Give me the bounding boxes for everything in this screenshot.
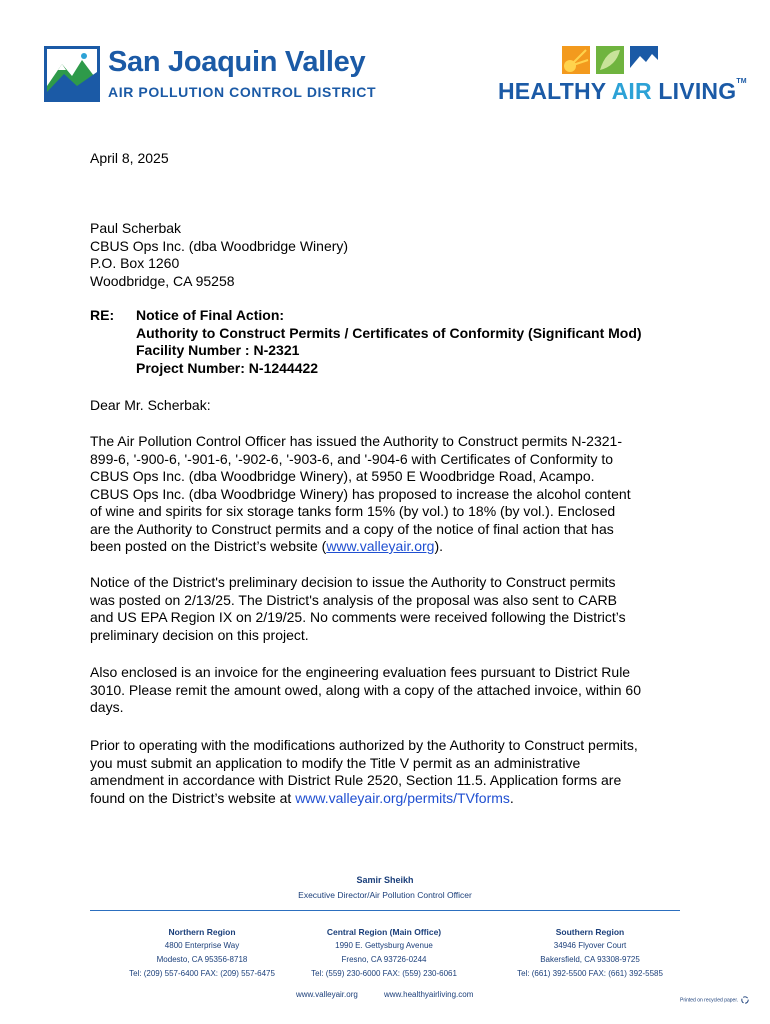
region-name: Northern Region <box>168 927 236 937</box>
paragraph-line: preliminary decision on this project. <box>90 626 309 643</box>
district-subtitle: AIR POLLUTION CONTROL DISTRICT <box>108 84 377 100</box>
region-name: Southern Region <box>555 927 625 937</box>
region-northern <box>112 925 292 981</box>
paragraph-line: Also enclosed is an invoice for the engineering evaluation fees pursuant to District Rule <box>90 664 631 680</box>
recipient-city: Woodbridge, CA 95258 <box>90 272 235 289</box>
paragraph-line: The Air Pollution Control Officer has issued the Authority to Construct permits N-2321- <box>90 433 622 449</box>
paragraph-invoice <box>90 664 690 717</box>
campaign-name-part1: HEALTHY <box>498 78 612 104</box>
paragraph-line: Prior to operating with the modifications authorized by the Authority to Construct permits, <box>90 737 638 753</box>
text-span: been posted on the District’s website ( <box>90 538 327 554</box>
officer-title: Executive Director/Air Pollution Control Officer <box>298 890 472 900</box>
paragraph-line: 3010. Please remit the amount owed, along with a copy of the attached invoice, within 60 <box>90 681 642 698</box>
region-city: Bakersfield, CA 93308-9725 <box>540 955 640 964</box>
recipient-name: Paul Scherbak <box>90 220 182 236</box>
paragraph-line: you must submit an application to modify the Title V permit as an administrative <box>90 754 581 771</box>
letter-date: April 8, 2025 <box>90 150 169 166</box>
trademark-mark: TM <box>736 78 747 85</box>
campaign-logo <box>496 44 747 106</box>
paragraph-line: of wine and spirits for six storage tanks form 15% (by vol.) to 18% (by vol.). Enclosed <box>90 503 616 519</box>
paragraph-preliminary-notice <box>90 574 690 644</box>
recipient-address <box>90 220 690 290</box>
paragraph-line: and US EPA Region IX on 2/19/25. No comments were received following the District’s <box>90 609 626 625</box>
region-address: 4800 Enterprise Way <box>164 941 240 950</box>
subject-line: Authority to Construct Permits / Certificates of Conformity (Significant Mod) <box>136 324 642 341</box>
paragraph-line: 899-6, '-900-6, '-901-6, '-902-6, '-903-6, and '-904-6 with Certificates of Conformity to <box>90 450 614 467</box>
paragraph-line: days. <box>90 699 124 715</box>
text-span: ). <box>434 538 444 554</box>
footer-divider <box>90 910 680 911</box>
region-name: Central Region (Main Office) <box>326 927 442 937</box>
paragraph-line: CBUS Ops Inc. (dba Woodbridge Winery), at 5950 E Woodbridge Road, Acampo. <box>90 468 595 484</box>
tvforms-link[interactable]: www.valleyair.org/permits/TVforms <box>295 789 510 806</box>
footer-website-healthyairliving[interactable]: www.healthyairliving.com <box>384 990 474 999</box>
valleyair-link[interactable]: www.valleyair.org <box>326 538 435 554</box>
region-city: Fresno, CA 93726-0244 <box>341 955 427 964</box>
recycle-icon <box>741 996 749 1004</box>
paragraph-line: Notice of the District's preliminary decision to issue the Authority to Construct permits <box>90 574 616 590</box>
region-phone: Tel: (559) 230-6000 FAX: (559) 230-6061 <box>311 969 457 978</box>
subject-line: Project Number: N-1244422 <box>136 359 319 376</box>
paragraph-title-v <box>90 737 690 807</box>
district-logo <box>44 44 377 104</box>
recipient-po-box: P.O. Box 1260 <box>90 255 180 271</box>
subject-line: Facility Number : N-2321 <box>136 342 300 358</box>
recycled-text: Printed on recycled paper. <box>680 997 739 1004</box>
campaign-name-part3: LIVING <box>651 78 737 104</box>
salutation: Dear Mr. Scherbak: <box>90 397 211 413</box>
officer-name: Samir Sheikh <box>356 875 414 885</box>
paragraph-permits-issued <box>90 433 690 556</box>
region-phone: Tel: (661) 392-5500 FAX: (661) 392-5585 <box>517 969 663 978</box>
region-phone: Tel: (209) 557-6400 FAX: (209) 557-6475 <box>129 969 275 978</box>
campaign-tiles-icon <box>562 46 658 74</box>
paragraph-line: amendment in accordance with District Rule 2520, Section 11.5. Application forms are <box>90 772 622 788</box>
district-name: San Joaquin Valley <box>108 46 366 78</box>
region-city: Modesto, CA 95356-8718 <box>156 955 248 964</box>
text-span: found on the District’s website at <box>90 789 296 806</box>
region-southern <box>500 925 680 981</box>
campaign-name <box>498 78 747 105</box>
paragraph-line: was posted on 2/13/25. The District's analysis of the proposal was also sent to CARB <box>90 591 617 608</box>
paragraph-line <box>90 538 690 556</box>
recycled-paper-note <box>680 996 749 1004</box>
subject-line: Notice of Final Action: <box>136 307 285 323</box>
recipient-company: CBUS Ops Inc. (dba Woodbridge Winery) <box>90 237 349 254</box>
footer-website-valleyair[interactable]: www.valleyair.org <box>296 990 358 999</box>
paragraph-line: are the Authority to Construct permits and a copy of the notice of final action that has <box>90 520 614 537</box>
subject-block <box>136 307 696 377</box>
re-label: RE: <box>90 307 115 323</box>
mountain-sun-logo-icon <box>44 46 100 102</box>
region-central <box>294 925 474 981</box>
paragraph-line <box>90 790 690 808</box>
paragraph-line: CBUS Ops Inc. (dba Woodbridge Winery) has proposed to increase the alcohol content <box>90 485 631 502</box>
text-span: . <box>509 789 514 806</box>
campaign-name-air: AIR <box>611 78 652 104</box>
region-address: 1990 E. Gettysburg Avenue <box>335 941 433 950</box>
region-address: 34946 Flyover Court <box>553 941 627 950</box>
